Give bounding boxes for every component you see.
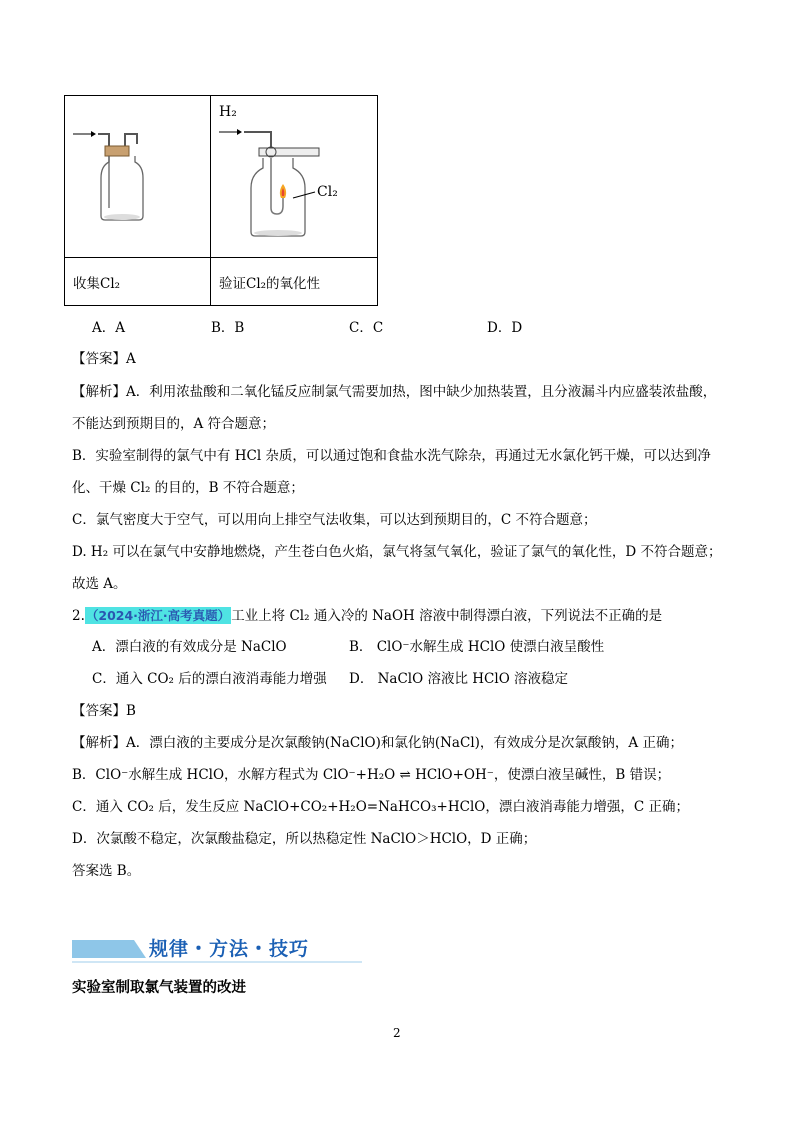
cl2-label: Cl₂ xyxy=(317,184,338,200)
caption-collect-cl2: 收集Cl₂ xyxy=(73,276,121,292)
q1-option-b: B．B xyxy=(211,320,245,336)
q1-analysis-line-4: 化、干燥 Cl₂ 的目的，B 不符合题意； xyxy=(72,480,304,496)
q2-option-a: A．漂白液的有效成分是 NaClO xyxy=(92,639,287,655)
q2-analysis-line-4: D．次氯酸不稳定，次氯酸盐稳定，所以热稳定性 NaClO＞HClO，D 正确； xyxy=(72,831,537,847)
q1-answer: 【答案】A xyxy=(72,351,136,367)
q1-option-d: D．D xyxy=(487,320,523,336)
q2-source-tag: （2024·浙江·高考真题） xyxy=(85,608,231,623)
q2-analysis-line-3: C．通入 CO₂ 后，发生反应 NaClO+CO₂+H₂O=NaHCO₃+HClO，漂白液消毒能力增强，C 正确； xyxy=(72,799,689,815)
q1-option-a: A．A xyxy=(92,320,125,336)
q2-stem: 工业上将 Cl₂ 通入冷的 NaOH 溶液中制得漂白液，下列说法不正确的是 xyxy=(231,608,663,624)
q1-analysis-line-2: 不能达到预期目的，A 符合题意； xyxy=(72,416,276,432)
gas-collection-bottle-illustration xyxy=(65,96,210,257)
q1-analysis-line-6: D. H₂ 可以在氯气中安静地燃烧，产生苍白色火焰，氯气将氢气氧化，验证了氯气的氧化性，D 不符合题意； xyxy=(72,544,722,560)
q1-option-c: C．C xyxy=(349,320,384,336)
q2-option-c: C．通入 CO₂ 后的漂白液消毒能力增强 xyxy=(92,671,327,687)
q2-analysis-line-1: 【解析】A．漂白液的主要成分是次氯酸钠(NaClO)和氯化钠(NaCl)，有效成分是次氯酸钠，A 正确； xyxy=(72,735,683,751)
q2-analysis-line-2: B．ClO⁻水解生成 HClO，水解方程式为 ClO⁻+H₂O ⇌ HClO+OH⁻，使漂白液呈碱性，B 错误； xyxy=(72,767,671,783)
h2-burning-in-cl2-illustration xyxy=(211,96,378,257)
q1-analysis-line-5: C．氯气密度大于空气，可以用向上排空气法收集，可以达到预期目的，C 不符合题意； xyxy=(72,512,597,528)
h2-label: H₂ xyxy=(219,104,237,120)
q1-analysis-line-7: 故选 A。 xyxy=(72,576,127,592)
q2-answer: 【答案】B xyxy=(72,703,136,719)
q2-option-b: B． ClO⁻水解生成 HClO 使漂白液呈酸性 xyxy=(349,639,605,655)
q1-analysis-line-3: B．实验室制得的氯气中有 HCl 杂质，可以通过饱和食盐水洗气除杂，再通过无水氯化钙干燥，可以达到净 xyxy=(72,448,711,464)
q1-analysis-line-1: 【解析】A．利用浓盐酸和二氧化锰反应制氯气需要加热，图中缺少加热装置，且分液漏斗内应盛装浓盐酸， xyxy=(72,384,717,400)
subheading: 实验室制取氯气装置的改进 xyxy=(72,980,246,996)
q2-number: 2. xyxy=(72,608,85,624)
q2-analysis-line-5: 答案选 B。 xyxy=(72,863,141,879)
table-divider-horizontal xyxy=(65,257,377,258)
page-number: 2 xyxy=(393,1026,401,1040)
q2-stem-line xyxy=(72,604,662,624)
q2-option-d: D． NaClO 溶液比 HClO 溶液稳定 xyxy=(349,671,569,687)
apparatus-figure-table xyxy=(64,95,378,306)
caption-verify-oxidation: 验证Cl₂的氧化性 xyxy=(219,276,321,292)
section-title: 规律・方法・技巧 xyxy=(149,938,310,960)
